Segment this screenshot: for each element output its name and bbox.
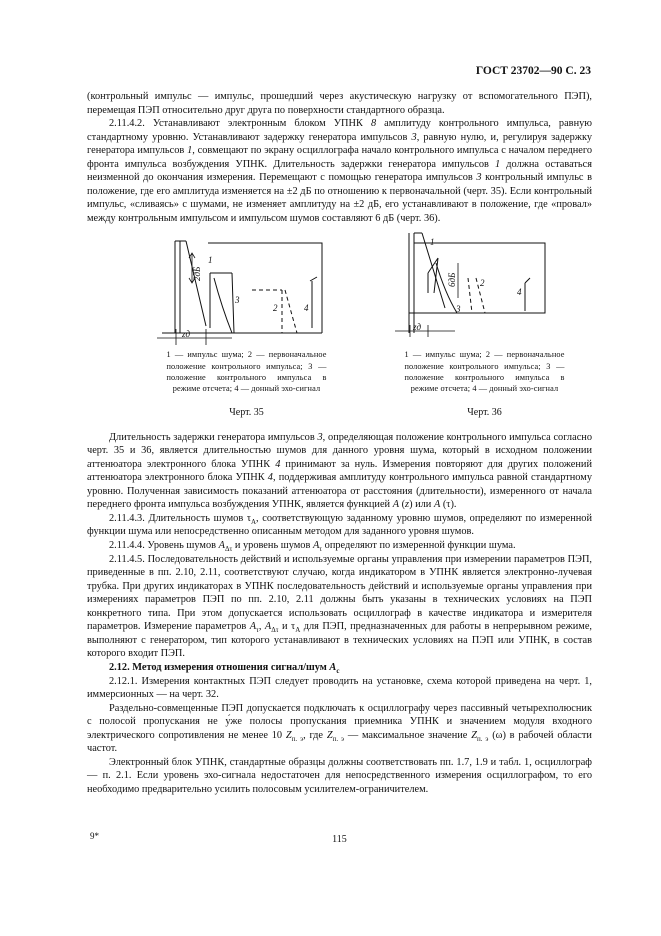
italic-symbol: 3 [476,172,482,184]
label-2: 2 [479,278,484,289]
figure-35-diagram [162,233,332,345]
text-block-main [87,431,592,797]
italic-symbol: A [218,540,225,552]
paragraph [87,702,592,756]
subscript: c [336,667,340,676]
page-footer [87,831,592,854]
subscript: Δτ [271,626,279,635]
label-4: 4 [516,287,521,298]
text-run: ) или [409,499,434,511]
caption-text: 1 — импульс шума; 2 — первоначальное положение контрольного импульса; 3 — положение контрольного импульса в режиме отсчета; 4 — донный эхо-сигнал [166,350,327,394]
text-run: 2.11.4.5. Последовательность действий и используемые органы управления при измерении параметров ПЭП, приведенные в пп. 2.10, 2.11, соответствуют случаю, когда индикатором в УПНК является электронно-лучевая трубка. При других индикаторах в УПНК последовательность действий и используемые органы управления при измерениях параметров ПЭП по пп. 2.10, 2.11 должны быть указаны в технических условиях на ПЭП конкретного типа. При этом допускается использовать осциллограф в качестве индикатора и измерителя параметров. Измерение параметров [87,553,592,633]
label-1: 1 [429,237,434,248]
text-run: 2.12.1. Измерения контактных ПЭП следует проводить на установке, схема которой приведена на черт. 1, иммерсионных — на черт. 32. [87,675,592,701]
paragraph [87,431,592,512]
text-run: , [258,621,265,633]
subscript: Δτ [224,545,233,554]
italic-symbol: 3 [317,431,323,443]
paragraph [87,553,592,661]
page-number: 115 [332,834,347,846]
figure-35 [159,233,334,418]
text-run: (контрольный импульс — импульс, прошедший через акустическую нагрузку от вспомогательного ПЭП), перемещая ПЭП относительно друг друга по поверхности стандартного образца. [87,91,592,116]
figure-36-diagram [400,233,570,345]
italic-symbol: 4 [267,472,273,484]
text-run: , соответствующую заданному уровню шумов, определяют по измеренной функции шума или непосредственно описанным методом для заданного уровня шумов. [87,512,592,538]
label-3: 3 [234,295,239,306]
text-run: контрольный импульс в положение, где его амплитуда изменяется на ±2 дБ по отношению к первоначальной (черт. 35). Если контрольный импульс, «сливаясь» с шумами, не изменяет амплитуду на ±2 дБ, его устанавливают в положение, где «провал» между контрольным импульсом и импульсом шумов составляют 6 дБ (черт. 36). [87,172,592,224]
label-2: 2 [272,303,277,314]
text-run: принимают за нуль. Измерения повторяют для других положений аттенюатора электронного блока УПНК [87,458,592,484]
text-run: , где [303,729,327,741]
label-4: 4 [303,303,308,314]
signature-mark: 9* [90,831,99,842]
subscript: τ [319,545,323,554]
text-run: и τ [278,621,296,633]
text-run: 2.12. Метод измерения отношения сигнал/шум [109,661,330,673]
italic-symbol: Z [285,729,292,741]
italic-symbol: A [249,621,257,633]
italic-symbol: Z [471,729,477,741]
subscript: п. э [332,734,345,743]
text-block-top [87,90,592,225]
text-run: ( [399,499,406,511]
italic-symbol: 1 [187,145,193,157]
paragraph [87,90,592,117]
text-run: 2.11.4.4. Уровень шумов [109,540,219,552]
subscript: A [250,518,257,526]
text-run: , поддерживая амплитуду контрольного импульса равной стандартному уровню. Полученная зависимость показаний аттенюатора от расстояния (длительности), измеренного от начала переднего фронта импульса возбуждения УПНК, является функцией [87,472,592,511]
subscript: A [295,626,301,635]
page-header: ГОСТ 23702—90 С. 23 [475,65,591,77]
paragraph [87,756,592,797]
figure-36 [397,233,572,418]
subscript: τ [256,626,259,635]
paragraph [87,539,592,553]
italic-symbol: 8 [370,118,377,130]
italic-symbol: Z [326,729,333,741]
text-run: и уровень шумов [232,540,313,552]
italic-symbol: A [433,499,441,511]
db-label: 6дБ [446,273,457,288]
italic-symbol: A [264,621,272,633]
subscript: п. э [476,734,489,743]
label-1: 1 [207,255,212,266]
figure-36-caption [405,349,565,394]
text-run: — максимальное значение [344,729,472,741]
paragraph [87,661,592,675]
italic-symbol: A [329,661,337,673]
text-run: (τ). [440,499,457,511]
figure-35-caption [167,349,327,394]
figure-36-title: Черт. 36 [467,406,502,418]
label-3: 3 [455,304,460,315]
italic-symbol: 4 [275,458,281,470]
subscript: п. э [291,734,304,743]
z-label: zд [412,322,421,333]
text-run: 2.11.4.3. Длительность шумов τ [109,512,251,524]
z-label: zд [181,329,190,340]
paragraph [87,117,592,225]
text-run: Электронный блок УПНК, стандартные образцы должны соответствовать пп. 1.7, 1.9 и табл. 1, осциллограф — п. 2.1. Если уровень эхо-сигнала недостаточен для непосредственного измерения осциллографом, то его необходимо предварительно усилить полосовым усилителем-ограничителем. [87,756,592,795]
db-label: 2дБ [191,267,202,282]
figures-row [87,233,592,418]
text-run: для ПЭП, предназначенных для работы в непрерывном режиме, выполняют с генератором, тип которого устанавливают в технических условиях на ПЭП или УПНК, в состав которого входит ПЭП. [87,621,592,660]
paragraph [87,512,592,539]
italic-symbol: A [392,499,400,511]
figure-35-title: Черт. 35 [229,406,264,418]
italic-symbol: z [405,499,410,511]
italic-symbol: A [312,540,320,552]
text-run: должна оставаться неизменной до окончания измерения. Перемещают с помощью генератора импульсов [87,158,593,184]
text-run: Длительность задержки генератора импульсов [109,431,318,443]
text-run: 2.11.4.2. Устанавливают электронным блоком УПНК [109,118,371,130]
text-run: , определяющая положение контрольного импульса согласно черт. 35 и 36, является длительностью шумов для данного уровня шума, который в исходном положении аттенюатора электронного блока УПНК [87,431,592,470]
text-run: амплитуду контрольного импульса, равную стандартному уровню. Устанавливают задержку генератора импульсов [87,118,593,143]
caption-text: 1 — импульс шума; 2 — первоначальное положение контрольного импульса; 3 — положение контрольного импульса в режиме отсчета; 4 — донный эхо-сигнал [404,350,565,394]
text-run: (ω) в рабочей области частот. [87,729,592,755]
text-run: , совмещают по экрану осциллографа начало контрольного импульса с началом переднего фронта импульса возбуждения УПНК. Длительность задержки генератора импульсов [87,145,592,170]
text-run: , равную нулю, и, регулируя задержку генератора импульсов [87,131,593,157]
paragraph [87,675,592,702]
italic-symbol: 3 [411,131,417,143]
text-run: Раздельно-совмещенные ПЭП допускается подключать к осциллографу через пассивный четырехполюсник с полосой пропускания не у́же полосы пропускания приемника УПНК и значением модуля входного электрического сопротивления не менее 10 [87,702,592,741]
text-run: определяют по измеренной функции шума. [322,540,516,552]
italic-symbol: 1 [495,158,501,170]
